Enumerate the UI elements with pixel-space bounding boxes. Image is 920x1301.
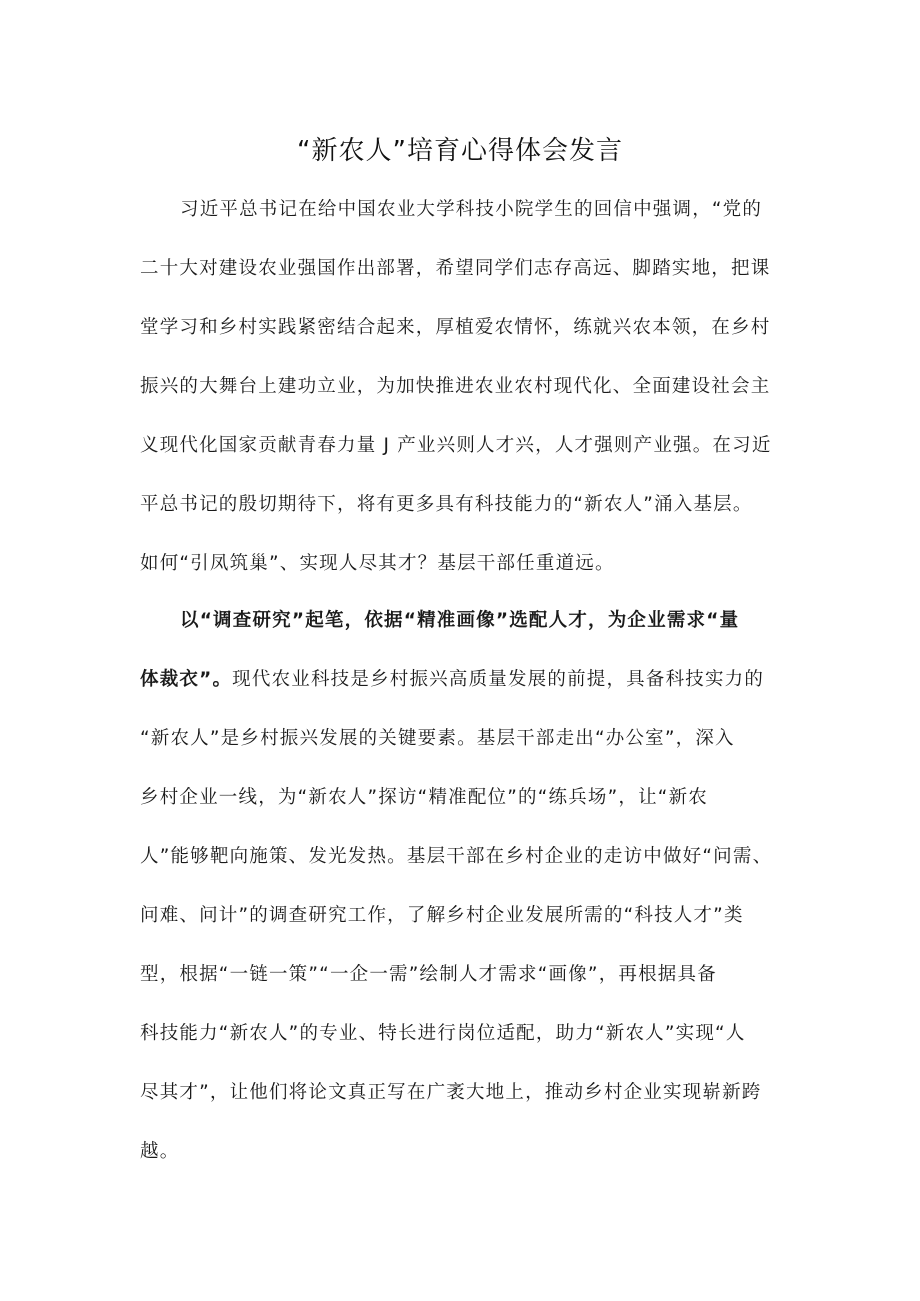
paragraph-2-line: “新农人”是乡村振兴发展的关键要素。基层干部走出“办公室”，深入 [140, 728, 735, 749]
paragraph-2-line: 人”能够靶向施策、发光发热。基层干部在乡村企业的走访中做好“问需、 [140, 846, 773, 867]
paragraph-1-line: 堂学习和乡村实践紧密结合起来，厚植爱农情怀，练就兴农本领，在乡村 [140, 317, 771, 338]
paragraph-1-line: 义现代化国家贡献青春力量 J 产业兴则人才兴，人才强则产业强。在习近 [140, 435, 772, 456]
paragraph-1-line: 习近平总书记在给中国农业大学科技小院学生的回信中强调，“党的 [180, 199, 763, 220]
document-title: “新农人”培育心得体会发言 [297, 136, 623, 166]
paragraph-2-line: 型，根据“一链一策”“一企一需”绘制人才需求“画像”，再根据具备 [140, 964, 717, 985]
paragraph-2-line: 乡村企业一线，为“新农人”探访“精准配位”的“练兵场”，让“新农 [140, 787, 708, 808]
paragraph-2-line: 科技能力“新农人”的专业、特长进行岗位适配，助力“新农人”实现“人 [140, 1023, 746, 1044]
paragraph-2-heading: 以“调查研究”起笔，依据“精准画像”选配人才，为企业需求“量 [180, 610, 740, 631]
paragraph-2-line [140, 667, 764, 693]
paragraph-2-text: 现代农业科技是乡村振兴高质量发展的前提，具备科技实力的 [232, 669, 765, 690]
paragraph-1-line: 平总书记的殷切期待下，将有更多具有科技能力的“新农人”涌入基层。 [140, 494, 753, 515]
paragraph-1-line: 振兴的大舞台上建功立业，为加快推进农业农村现代化、全面建设社会主 [140, 376, 771, 397]
paragraph-2-line: 问难、问计”的调查研究工作，了解乡村企业发展所需的“科技人才”类 [140, 905, 744, 926]
paragraph-2-heading-end: 体裁衣”。 [140, 669, 233, 690]
paragraph-2-line: 尽其才”，让他们将论文真正写在广袤大地上，推动乡村企业实现崭新跨 [140, 1082, 762, 1103]
paragraph-2-line: 越。 [140, 1141, 180, 1162]
paragraph-1-line: 如何“引凤筑巢”、实现人尽其才？基层干部任重道远。 [140, 553, 615, 574]
paragraph-1-line: 二十大对建设农业强国作出部署，希望同学们志存高远、脚踏实地，把课 [140, 258, 771, 279]
